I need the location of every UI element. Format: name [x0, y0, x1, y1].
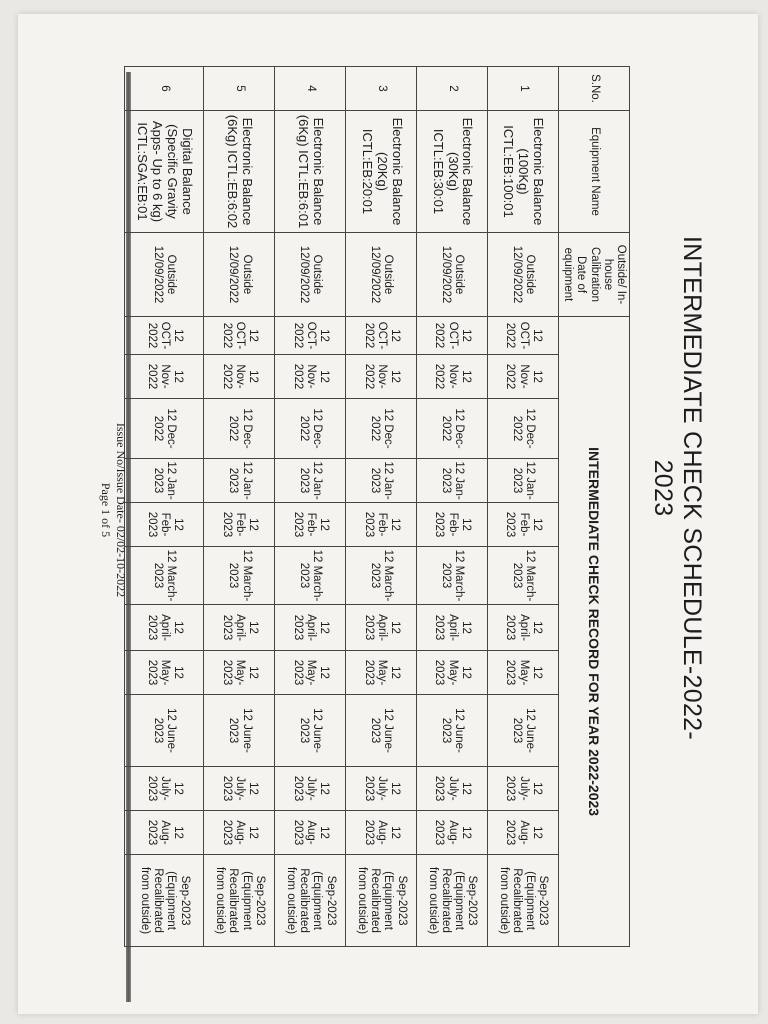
check-date-cell: 12 May-2023 — [125, 651, 204, 695]
check-date-cell: 12 Aug-2023 — [125, 811, 204, 855]
check-date-cell: 12 June-2023 — [204, 695, 275, 767]
check-date-cell: 12 April-2023 — [125, 605, 204, 651]
check-date-cell: 12 Nov-2022 — [125, 355, 204, 399]
check-date-cell: 12 OCT-2022 — [346, 317, 417, 355]
check-date-cell: 12 Feb-2023 — [346, 503, 417, 547]
equipment-cell: Electronic Balance (6Kg) ICTL:EB:6:01 — [275, 111, 346, 233]
check-date-cell: Sep-2023 (Equipment Recalibrated from outside) — [125, 855, 204, 947]
equipment-cell: Electronic Balance (100Kg) ICTL:EB:100:01 — [488, 111, 559, 233]
check-date-cell: 12 July-2023 — [125, 767, 204, 811]
table-row — [417, 67, 488, 947]
check-date-cell: 12 June-2023 — [125, 695, 204, 767]
check-date-cell: 12 April-2023 — [346, 605, 417, 651]
equipment-cell: Digital Balance (Specific Gravity Apps- Up to 6 kg) ICTL:SGA:EB:01 — [125, 111, 204, 233]
check-date-cell: 12 Dec-2022 — [417, 399, 488, 459]
check-date-cell: 12 OCT-2022 — [488, 317, 559, 355]
check-date-cell: 12 Feb-2023 — [417, 503, 488, 547]
check-date-cell: 12 June-2023 — [275, 695, 346, 767]
check-date-cell: 12 Jan-2023 — [488, 459, 559, 503]
check-date-cell: 12 June-2023 — [488, 695, 559, 767]
check-date-cell: 12 Aug-2023 — [417, 811, 488, 855]
check-date-cell: 12 OCT-2022 — [275, 317, 346, 355]
calibration-cell: Outside 12/09/2022 — [204, 233, 275, 317]
check-date-cell: 12 April-2023 — [275, 605, 346, 651]
check-date-cell: 12 Feb-2023 — [275, 503, 346, 547]
check-date-cell: 12 March-2023 — [488, 547, 559, 605]
check-date-cell: Sep-2023 (Equipment Recalibrated from outside) — [346, 855, 417, 947]
check-date-cell: 12 July-2023 — [275, 767, 346, 811]
check-date-cell: 12 OCT-2022 — [204, 317, 275, 355]
check-date-cell: 12 Aug-2023 — [204, 811, 275, 855]
check-date-cell: 12 Nov-2022 — [204, 355, 275, 399]
check-date-cell: Sep-2023 (Equipment Recalibrated from outside) — [275, 855, 346, 947]
check-date-cell: 12 Nov-2022 — [488, 355, 559, 399]
check-date-cell: 12 Aug-2023 — [488, 811, 559, 855]
sno-cell: 6 — [125, 67, 204, 111]
check-date-cell: 12 Feb-2023 — [488, 503, 559, 547]
equipment-cell: Electronic Balance (30Kg) ICTL:EB:30:01 — [417, 111, 488, 233]
schedule-table — [124, 66, 630, 947]
check-date-cell: 12 Jan-2023 — [346, 459, 417, 503]
record-title: INTERMEDIATE CHECK RECORD FOR YEAR 2022-2023 — [558, 317, 629, 947]
check-date-cell: 12 OCT-2022 — [125, 317, 204, 355]
calibration-cell: Outside 12/09/2022 — [488, 233, 559, 317]
sno-cell: 3 — [346, 67, 417, 111]
issue-info: Issue No/Issue Date- 02/02-10-2022 — [114, 422, 128, 598]
check-date-cell: 12 July-2023 — [346, 767, 417, 811]
sno-cell: 4 — [275, 67, 346, 111]
check-date-cell: 12 Jan-2023 — [275, 459, 346, 503]
equipment-header: Equipment Name — [558, 111, 629, 233]
check-date-cell: 12 June-2023 — [346, 695, 417, 767]
check-date-cell: 12 May-2023 — [417, 651, 488, 695]
check-date-cell: 12 Dec-2022 — [275, 399, 346, 459]
table-row — [488, 67, 559, 947]
calibration-cell: Outside 12/09/2022 — [417, 233, 488, 317]
check-date-cell: 12 March-2023 — [204, 547, 275, 605]
check-date-cell: 12 April-2023 — [488, 605, 559, 651]
check-date-cell: 12 June-2023 — [417, 695, 488, 767]
check-date-cell: 12 April-2023 — [204, 605, 275, 651]
equipment-cell: Electronic Balance (20Kg) ICTL:EB:20:01 — [346, 111, 417, 233]
check-date-cell: 12 March-2023 — [417, 547, 488, 605]
check-date-cell: 12 Dec-2022 — [204, 399, 275, 459]
page-title: INTERMEDIATE CHECK SCHEDULE-2022-2023 — [649, 236, 706, 740]
check-date-cell: 12 Jan-2023 — [204, 459, 275, 503]
check-date-cell: 12 Feb-2023 — [125, 503, 204, 547]
check-date-cell: 12 March-2023 — [275, 547, 346, 605]
page-number: Page 1 of 5 — [99, 482, 113, 538]
table-row — [204, 67, 275, 947]
calibration-cell: Outside 12/09/2022 — [125, 233, 204, 317]
check-date-cell: 12 Dec-2022 — [346, 399, 417, 459]
check-date-cell: Sep-2023 (Equipment Recalibrated from outside) — [488, 855, 559, 947]
check-date-cell: 12 Nov-2022 — [417, 355, 488, 399]
equipment-cell: Electronic Balance (6Kg) ICTL:EB:6:02 — [204, 111, 275, 233]
sno-header: S.No. — [558, 67, 629, 111]
sno-cell: 1 — [488, 67, 559, 111]
table-row — [125, 67, 204, 947]
calibration-header: Outside/ In-house Calibration Date of equipment — [558, 233, 629, 317]
sno-cell: 5 — [204, 67, 275, 111]
check-date-cell: 12 July-2023 — [204, 767, 275, 811]
check-date-cell: 12 May-2023 — [346, 651, 417, 695]
check-date-cell: Sep-2023 (Equipment Recalibrated from outside) — [417, 855, 488, 947]
header-row — [558, 67, 629, 947]
check-date-cell: 12 July-2023 — [488, 767, 559, 811]
check-date-cell: 12 March-2023 — [125, 547, 204, 605]
check-date-cell: 12 April-2023 — [417, 605, 488, 651]
check-date-cell: 12 Aug-2023 — [346, 811, 417, 855]
check-date-cell: 12 Jan-2023 — [125, 459, 204, 503]
check-date-cell: 12 May-2023 — [275, 651, 346, 695]
check-date-cell: Sep-2023 (Equipment Recalibrated from outside) — [204, 855, 275, 947]
sno-cell: 2 — [417, 67, 488, 111]
calibration-cell: Outside 12/09/2022 — [346, 233, 417, 317]
table-row — [275, 67, 346, 947]
check-date-cell: 12 May-2023 — [488, 651, 559, 695]
check-date-cell: 12 Jan-2023 — [417, 459, 488, 503]
check-date-cell: 12 March-2023 — [346, 547, 417, 605]
check-date-cell: 12 Dec-2022 — [125, 399, 204, 459]
check-date-cell: 12 Aug-2023 — [275, 811, 346, 855]
page-footer — [98, 260, 128, 760]
schedule-table-wrap — [135, 66, 630, 946]
check-date-cell: 12 Dec-2022 — [488, 399, 559, 459]
table-row — [346, 67, 417, 947]
check-date-cell: 12 Nov-2022 — [275, 355, 346, 399]
calibration-cell: Outside 12/09/2022 — [275, 233, 346, 317]
check-date-cell: 12 Feb-2023 — [204, 503, 275, 547]
check-date-cell: 12 Nov-2022 — [346, 355, 417, 399]
check-date-cell: 12 May-2023 — [204, 651, 275, 695]
check-date-cell: 12 OCT-2022 — [417, 317, 488, 355]
check-date-cell: 12 July-2023 — [417, 767, 488, 811]
